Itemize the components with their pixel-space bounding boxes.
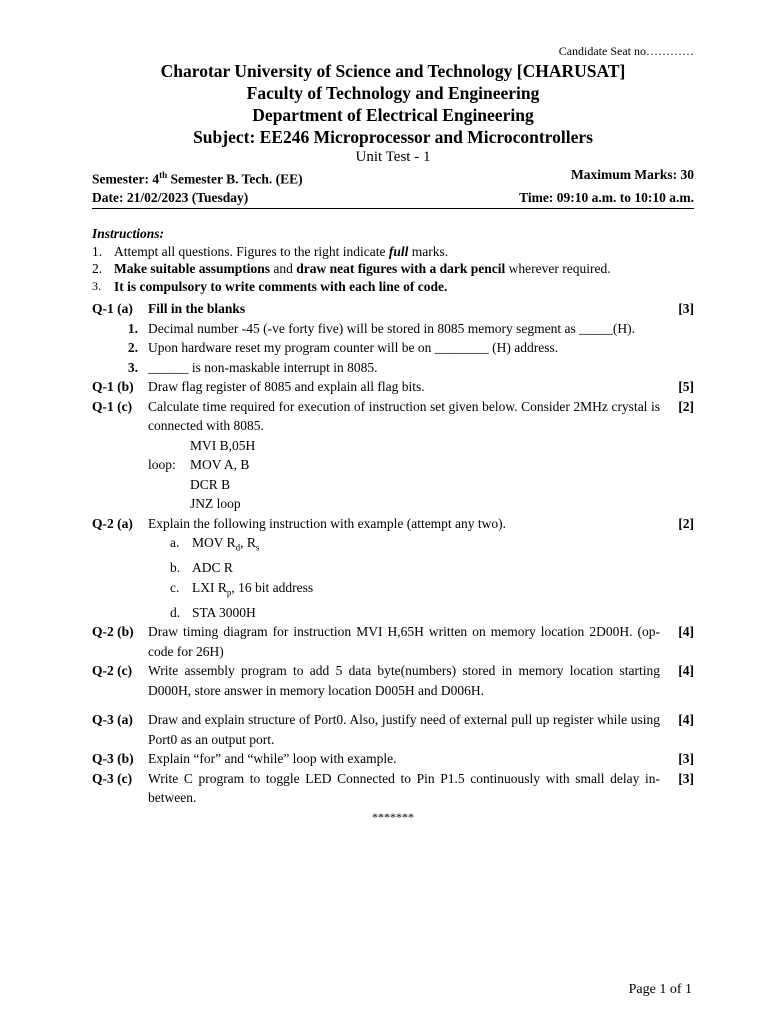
instructions-heading: Instructions: (92, 225, 165, 241)
question-q1b: Q-1 (b) Draw flag register of 8085 and explain all flag bits. [5] (92, 379, 694, 394)
instruction-2: 2. Make suitable assumptions and draw neat figures with a dark pencil wherever required. (92, 261, 611, 276)
option-b: b. ADC R (170, 560, 233, 576)
department-name: Department of Electrical Engineering (252, 105, 534, 125)
exam-page (92, 0, 694, 826)
question-q1a: Q-1 (a) Fill in the blanks [3] (92, 301, 694, 316)
page-number: Page 1 of 1 (628, 982, 692, 997)
exam-time: Time: 09:10 a.m. to 10:10 a.m. (519, 189, 694, 205)
option-c: c. LXI $R_p$, 16 bit address (170, 579, 314, 598)
max-marks: Maximum Marks: 30 (571, 167, 694, 182)
semester-row (92, 166, 694, 189)
option-d: d. STA 3000H (170, 604, 256, 620)
code-line-2: loop: MOV A, B (148, 457, 250, 472)
question-q2c: Q-2 (c) Write assembly program to add 5 data byte(numbers) stored in memory location starting D000H, store answer in memory location D005H and D006H. [4] (92, 663, 694, 698)
date-row (92, 189, 694, 207)
blank-3: 3. ______ is non-maskable interrupt in 8085. (127, 359, 378, 375)
candidate-seat-no: Candidate Seat no………… (558, 44, 694, 58)
instruction-1: 1. Attempt all questions. Figures to the right indicate full marks. (92, 243, 449, 259)
option-a: a. MOV $R_d$, $R_s$ (170, 535, 260, 553)
header-divider (92, 208, 694, 209)
question-q2a: Q-2 (a) Explain the following instruction with example (attempt any two). [2] (92, 515, 694, 531)
end-marker: ******* (372, 809, 414, 824)
blank-1: 1. Decimal number -45 (-ve forty five) will be stored in 8085 memory segment as _____(H). (127, 320, 635, 336)
university-name: Charotar University of Science and Technology [CHARUSAT] (160, 61, 626, 81)
instruction-3: 3. It is compulsory to write comments with each line of code. (92, 278, 448, 294)
question-q1c: Q-1 (c) Calculate time required for execution of instruction set given below. Consider 2MHz crystal is connected with 8085. [2] (92, 398, 694, 433)
test-name: Unit Test - 1 (355, 149, 431, 165)
question-q3a: Q-3 (a) Draw and explain structure of Port0. Also, justify need of external pull up register while using Port0 as an output port. [4] (92, 712, 694, 747)
subject-title: Subject: EE246 Microprocessor and Microcontrollers (193, 127, 593, 147)
faculty-name: Faculty of Technology and Engineering (246, 83, 540, 103)
blank-2: 2. Upon hardware reset my program counter will be on ________ (H) address. (127, 340, 559, 355)
semester: Semester: 4th Semester B. Tech. (EE) (92, 170, 303, 187)
code-line-4: JNZ loop (190, 496, 241, 511)
code-line-3: DCR B (190, 476, 231, 492)
question-q2b: Q-2 (b) Draw timing diagram for instruction MVI H,65H written on memory location 2D00H. (op-code for 26H) [4] (92, 624, 694, 659)
question-q3b: Q-3 (b) Explain “for” and “while” loop with example. [3] (92, 751, 694, 767)
question-q3c: Q-3 (c) Write C program to toggle LED Connected to Pin P1.5 continuously with small delay in-between. [3] (92, 770, 694, 806)
code-line-1: MVI B,05H (190, 437, 256, 453)
exam-date: Date: 21/02/2023 (Tuesday) (92, 189, 249, 205)
